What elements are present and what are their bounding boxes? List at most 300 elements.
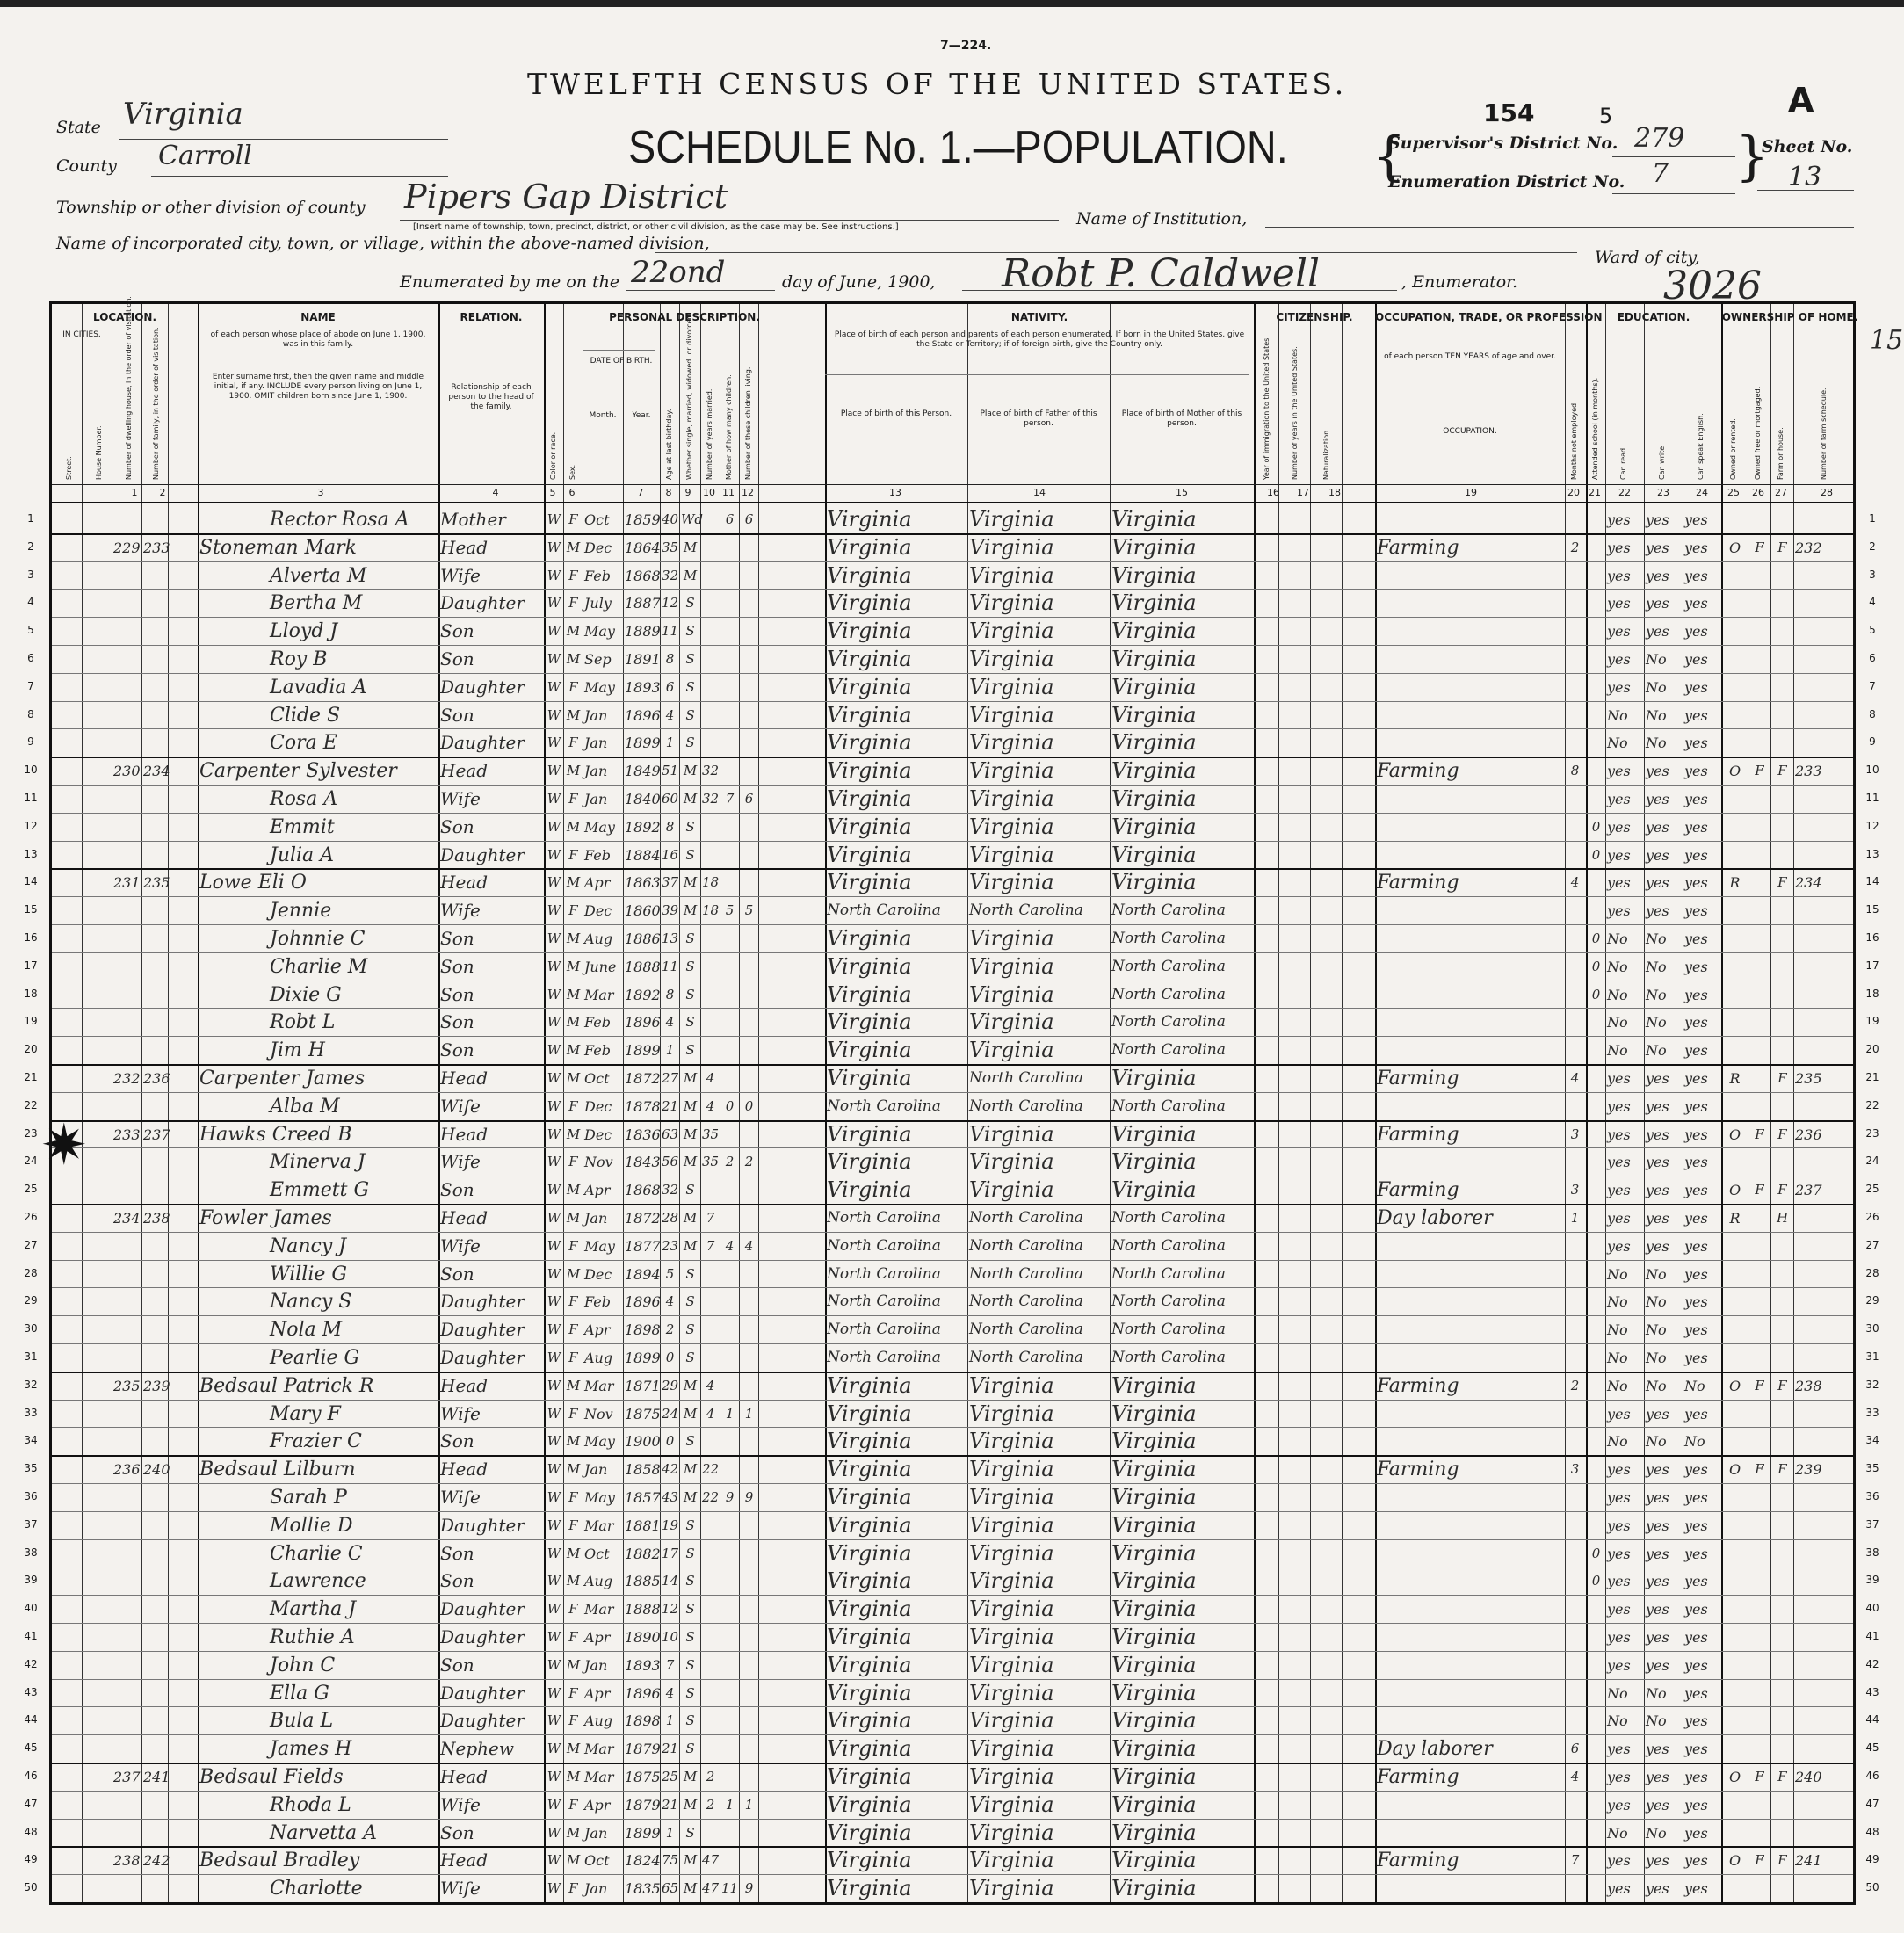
cell-bf: Virginia — [969, 926, 1054, 951]
cell-own: O — [1728, 1182, 1741, 1199]
cell-color: W — [547, 1042, 561, 1059]
row-number-right: 7 — [1869, 679, 1876, 692]
scan-edge — [0, 0, 1904, 7]
vertical-column-label: Owned or rented. — [1729, 418, 1737, 480]
cell-cl: 0 — [744, 1097, 754, 1114]
cell-write: yes — [1646, 1852, 1669, 1870]
cell-bm: North Carolina — [1111, 1292, 1226, 1311]
column-number: 27 — [1775, 487, 1787, 498]
cell-read: yes — [1607, 902, 1631, 920]
row-divider — [52, 502, 1853, 503]
cell-name: Nola M — [270, 1319, 343, 1342]
row-number-right: 49 — [1865, 1853, 1879, 1866]
cell-sex: M — [566, 1042, 581, 1059]
row-divider — [52, 1679, 1853, 1680]
row-number-left: 16 — [24, 930, 38, 944]
row-number-right: 20 — [1865, 1043, 1879, 1056]
cell-bm: Virginia — [1111, 1736, 1197, 1762]
row-number-right: 12 — [1865, 819, 1879, 832]
row-number-right: 43 — [1865, 1685, 1879, 1698]
cell-ms: S — [685, 1573, 695, 1589]
row-number-right: 31 — [1865, 1350, 1879, 1363]
cell-farm: F — [1777, 763, 1787, 779]
row-number-left: 17 — [24, 959, 38, 972]
cell-age: 14 — [662, 1573, 679, 1589]
cell-farm: F — [1777, 1126, 1787, 1142]
relation-description: Relationship of each person to the head of the family. — [448, 383, 534, 411]
cell-eng: yes — [1684, 930, 1708, 947]
cell-cl: 6 — [744, 511, 754, 527]
supervisor-underline — [1612, 156, 1735, 157]
cell-ms: S — [685, 651, 695, 667]
cell-bf: North Carolina — [969, 1069, 1083, 1087]
cell-bf: Virginia — [969, 730, 1054, 756]
cell-month: May — [584, 623, 615, 641]
cell-eng: yes — [1684, 1210, 1708, 1227]
cell-bf: Virginia — [969, 814, 1054, 839]
cell-sched: 236 — [1795, 1126, 1822, 1143]
row-number-left: 23 — [24, 1126, 38, 1140]
row-number-right: 11 — [1865, 791, 1879, 804]
row-divider — [52, 1315, 1853, 1316]
column-divider — [679, 304, 680, 1902]
row-number-right: 2 — [1869, 539, 1876, 553]
enumerator-underline — [962, 290, 1397, 291]
vertical-column-label: Number of years married. — [706, 388, 713, 480]
row-number-right: 22 — [1865, 1098, 1879, 1111]
cell-year: 1898 — [625, 1712, 661, 1730]
cell-name: Julia A — [270, 843, 335, 866]
cell-age: 37 — [662, 874, 679, 891]
cell-occ: Farming — [1377, 1068, 1459, 1090]
cell-ms: S — [685, 1741, 695, 1757]
cell-dw: 234 — [113, 1210, 141, 1227]
cell-rel: Wife — [440, 1878, 481, 1900]
state-label: State — [56, 118, 101, 137]
cell-year: 1889 — [625, 623, 661, 641]
cell-bp: Virginia — [827, 507, 912, 532]
cell-sex: M — [566, 1769, 581, 1785]
cell-mne: 4 — [1570, 1070, 1580, 1086]
row-number-right: 44 — [1865, 1713, 1879, 1727]
cell-bp: North Carolina — [827, 1209, 941, 1227]
cell-eng: yes — [1684, 1014, 1708, 1032]
cell-age: 51 — [662, 763, 679, 779]
row-divider — [52, 1427, 1853, 1428]
cell-month: Feb — [584, 1293, 611, 1311]
cell-name: Rhoda L — [270, 1793, 351, 1816]
cell-write: yes — [1646, 1070, 1669, 1087]
row-divider — [52, 1734, 1853, 1735]
cell-month: Oct — [584, 1852, 610, 1870]
cell-ms: M — [683, 763, 698, 779]
cell-sex: F — [568, 511, 578, 527]
schedule-title: SCHEDULE No. 1.—POPULATION. — [628, 122, 1288, 173]
cell-farm: F — [1777, 1070, 1787, 1086]
cell-name: Bertha M — [270, 592, 363, 615]
cell-write: yes — [1646, 1237, 1669, 1255]
cell-ms: M — [683, 1377, 698, 1394]
cell-eng: yes — [1684, 1517, 1708, 1534]
cell-age: 5 — [665, 1265, 675, 1282]
cell-bp: Virginia — [827, 758, 912, 784]
cell-color: W — [547, 1210, 561, 1226]
row-divider — [52, 1706, 1853, 1707]
cell-sex: M — [566, 623, 581, 640]
cell-bm: Virginia — [1111, 1680, 1197, 1705]
cell-bm: Virginia — [1111, 1708, 1197, 1734]
cell-bf: Virginia — [969, 1401, 1054, 1426]
cell-age: 11 — [662, 958, 679, 974]
cell-rel: Daughter — [440, 1710, 525, 1732]
cell-month: Mar — [584, 1377, 614, 1394]
cell-name: Roy B — [270, 648, 328, 670]
vertical-column-label: Age at last birthday. — [665, 409, 673, 480]
cell-bm: Virginia — [1111, 534, 1197, 560]
cell-bp: North Carolina — [827, 1321, 941, 1339]
city-label: Name of incorporated city, town, or village, within the above-named division, — [56, 234, 710, 253]
in-cities-label: IN CITIES. — [62, 330, 101, 339]
cell-rel: Son — [440, 1542, 474, 1564]
row-number-right: 27 — [1865, 1238, 1879, 1251]
township-note: [Insert name of township, town, precinct, district, or other civil division, as the case may be. See instructions.] — [413, 222, 899, 232]
vertical-column-label: Naturalization. — [1322, 428, 1330, 480]
cell-cl: 6 — [744, 791, 754, 807]
cell-bm: Virginia — [1111, 1177, 1197, 1203]
row-number-left: 46 — [24, 1769, 38, 1782]
cell-bm: Virginia — [1111, 1149, 1197, 1175]
cell-month: Mar — [584, 986, 614, 1003]
cell-age: 10 — [662, 1629, 679, 1645]
stamp-number: 3026 — [1663, 264, 1762, 308]
cell-ym: 18 — [702, 874, 720, 891]
cell-color: W — [547, 1126, 561, 1142]
cell-own: O — [1728, 1377, 1741, 1394]
cell-bm: Virginia — [1111, 814, 1197, 839]
cell-year: 1882 — [625, 1545, 661, 1562]
cell-age: 4 — [665, 706, 675, 723]
cell-mne: 3 — [1570, 1461, 1580, 1478]
cell-month: Dec — [584, 539, 612, 556]
cell-bf: Virginia — [969, 1372, 1054, 1398]
group-header: RELATION. — [460, 311, 523, 323]
cell-read: No — [1607, 1433, 1628, 1451]
cell-name: Clide S — [270, 704, 341, 727]
cell-bm: Virginia — [1111, 758, 1197, 784]
cell-eng: yes — [1684, 735, 1708, 752]
enumerated-mid-label: day of June, 1900, — [782, 272, 936, 292]
cell-own: R — [1729, 874, 1741, 892]
cell-eng: yes — [1684, 874, 1708, 892]
cell-rel: Son — [440, 1570, 474, 1592]
cell-month: May — [584, 818, 615, 836]
cell-color: W — [547, 651, 561, 667]
cell-occ: Day laborer — [1377, 1738, 1493, 1761]
cell-bm: Virginia — [1111, 1485, 1197, 1509]
cell-month: Nov — [584, 1154, 613, 1171]
cell-bp: Virginia — [827, 1177, 912, 1203]
cell-month: Apr — [584, 1321, 611, 1339]
cell-year: 1868 — [625, 1182, 661, 1199]
cell-occ: Farming — [1377, 1374, 1459, 1397]
cell-bp: Virginia — [827, 1568, 912, 1594]
cell-write: No — [1646, 1712, 1667, 1730]
cell-color: W — [547, 511, 561, 527]
state-value: Virginia — [123, 97, 243, 132]
cell-ms: M — [683, 1210, 698, 1226]
cell-read: No — [1607, 1824, 1628, 1842]
cell-color: W — [547, 1293, 561, 1310]
column-number: 4 — [492, 487, 499, 498]
cell-month: May — [584, 1237, 615, 1255]
cell-age: 16 — [662, 846, 679, 863]
cell-eng: yes — [1684, 1237, 1708, 1255]
cell-month: Aug — [584, 1350, 613, 1366]
cell-sex: F — [568, 1517, 578, 1533]
cell-bm: Virginia — [1111, 590, 1197, 616]
row-number-right: 42 — [1865, 1657, 1879, 1670]
cell-year: 1885 — [625, 1573, 661, 1590]
cell-bf: Virginia — [969, 842, 1054, 867]
cell-color: W — [547, 1405, 561, 1422]
cell-year: 1879 — [625, 1741, 661, 1758]
cell-month: Dec — [584, 1126, 612, 1143]
cell-bf: Virginia — [969, 1792, 1054, 1817]
vertical-column-label: Number of these children living. — [744, 366, 752, 480]
row-number-left: 4 — [27, 596, 34, 609]
cell-ms: S — [685, 1265, 695, 1282]
cell-bm: Virginia — [1111, 1568, 1197, 1594]
cell-eng: yes — [1684, 539, 1708, 556]
column-number: 22 — [1618, 487, 1631, 498]
cell-bf: Virginia — [969, 647, 1054, 671]
cell-color: W — [547, 1377, 561, 1394]
cell-cl: 9 — [744, 1489, 754, 1505]
row-number-right: 16 — [1865, 930, 1879, 944]
cell-cl: 5 — [744, 902, 754, 919]
cell-read: yes — [1607, 1126, 1631, 1143]
cell-bp: North Carolina — [827, 1236, 941, 1255]
cell-bm: Virginia — [1111, 842, 1197, 867]
cell-sex: M — [566, 930, 581, 946]
cell-bm: North Carolina — [1111, 957, 1226, 975]
cell-name: Rector Rosa A — [270, 509, 409, 531]
cell-name: Jim H — [270, 1039, 325, 1062]
cell-month: Mar — [584, 1517, 614, 1534]
column-number: 10 — [703, 487, 715, 498]
cell-name: Mollie D — [270, 1514, 353, 1537]
cell-month: Oct — [584, 1070, 610, 1087]
cell-ym: 18 — [702, 902, 720, 919]
cell-read: yes — [1607, 1769, 1631, 1785]
cell-rel: Daughter — [440, 1514, 525, 1536]
row-number-left: 8 — [27, 707, 34, 720]
cell-dw: 231 — [113, 874, 141, 892]
cell-bp: Virginia — [827, 1485, 912, 1509]
cell-eng: yes — [1684, 1824, 1708, 1842]
cell-color: W — [547, 1656, 561, 1673]
cell-write: yes — [1646, 1573, 1669, 1590]
cell-farm: F — [1777, 1852, 1787, 1869]
cell-ms: S — [685, 1545, 695, 1561]
cell-month: July — [584, 595, 612, 612]
column-divider — [1110, 304, 1111, 1902]
cell-bp: Virginia — [827, 1625, 912, 1649]
cell-bf: Virginia — [969, 953, 1054, 979]
cell-name: Bedsaul Patrick R — [199, 1374, 374, 1397]
cell-year: 1875 — [625, 1405, 661, 1423]
cell-eng: yes — [1684, 678, 1708, 696]
cell-write: yes — [1646, 623, 1669, 641]
row-divider — [52, 1232, 1853, 1233]
cell-age: 39 — [662, 902, 679, 919]
cell-bf: Virginia — [969, 1149, 1054, 1175]
cell-rel: Son — [440, 1011, 474, 1033]
vertical-column-label: Can read. — [1619, 445, 1627, 480]
cell-ms: M — [683, 539, 698, 555]
cell-write: yes — [1646, 1629, 1669, 1646]
cell-fam: 237 — [143, 1126, 170, 1143]
cell-ym: 35 — [702, 1154, 720, 1170]
column-divider — [623, 304, 624, 1902]
cell-name: Bula L — [270, 1710, 334, 1733]
vertical-column-label: Can write. — [1658, 444, 1666, 480]
cell-rel: Son — [440, 983, 474, 1005]
column-divider — [1254, 304, 1256, 1902]
group-header: PERSONAL DESCRIPTION. — [609, 311, 760, 323]
month-label: Month. — [589, 411, 617, 420]
cell-farm: H — [1776, 1210, 1789, 1226]
cell-read: yes — [1607, 874, 1631, 892]
cell-sex: F — [568, 1601, 578, 1618]
cell-read: yes — [1607, 1517, 1631, 1534]
vertical-column-label: Whether single, married, widowed, or divorced. — [685, 312, 693, 480]
cell-occ: Farming — [1377, 1766, 1459, 1788]
cell-eng: yes — [1684, 1573, 1708, 1590]
row-number-left: 28 — [24, 1266, 38, 1279]
cell-year: 1879 — [625, 1796, 661, 1814]
cell-ym: 4 — [706, 1377, 715, 1394]
group-header: OCCUPATION, TRADE, OR PROFESSION — [1375, 311, 1603, 323]
cell-sex: M — [566, 986, 581, 1003]
cell-bp: Virginia — [827, 1876, 912, 1901]
cell-farm: F — [1777, 1461, 1787, 1478]
cell-bf: Virginia — [969, 702, 1054, 728]
cell-read: No — [1607, 1265, 1628, 1283]
cell-bp: Virginia — [827, 647, 912, 671]
cell-bp: Virginia — [827, 1540, 912, 1566]
cell-cl: 9 — [744, 1880, 754, 1897]
cell-sex: M — [566, 1656, 581, 1673]
cell-occ: Farming — [1377, 760, 1459, 783]
cell-color: W — [547, 1265, 561, 1282]
cell-ym: 47 — [702, 1852, 720, 1869]
cell-name: Charlie M — [270, 955, 368, 978]
cell-free: F — [1755, 1769, 1764, 1785]
cell-bf: Virginia — [969, 534, 1054, 560]
cell-rel: Head — [440, 1850, 489, 1871]
cell-age: 4 — [665, 1684, 675, 1701]
cell-age: 25 — [662, 1769, 679, 1785]
cell-read: yes — [1607, 763, 1631, 780]
row-number-left: 36 — [24, 1489, 38, 1502]
cell-bm: Virginia — [1111, 1876, 1197, 1901]
cell-rel: Son — [440, 1179, 474, 1201]
row-number-right: 8 — [1869, 707, 1876, 720]
cell-age: 1 — [665, 1824, 675, 1841]
cell-own: O — [1728, 1126, 1741, 1143]
cell-mne: 3 — [1570, 1182, 1580, 1198]
cell-write: yes — [1646, 539, 1669, 556]
cell-bm: Virginia — [1111, 870, 1197, 895]
cell-bm: Virginia — [1111, 1820, 1197, 1845]
cell-month: Apr — [584, 1684, 611, 1702]
cell-eng: yes — [1684, 1741, 1708, 1758]
cell-sex: F — [568, 902, 578, 919]
row-divider — [52, 1539, 1853, 1540]
vertical-column-label: Sex. — [568, 464, 576, 480]
cell-ms: S — [685, 1601, 695, 1618]
cell-bf: Virginia — [969, 507, 1054, 532]
enumerator-name: Robt P. Caldwell — [1002, 251, 1321, 296]
cell-bm: Virginia — [1111, 1121, 1197, 1147]
cell-color: W — [547, 1014, 561, 1031]
cell-write: yes — [1646, 846, 1669, 864]
state-underline — [119, 139, 448, 140]
column-divider — [758, 304, 759, 1902]
cell-age: 19 — [662, 1517, 679, 1533]
cell-year: 1900 — [625, 1433, 661, 1451]
cell-rel: Son — [440, 1263, 474, 1285]
cell-color: W — [547, 595, 561, 612]
cell-bf: Virginia — [969, 870, 1054, 895]
cell-free: F — [1755, 539, 1764, 555]
column-divider — [700, 304, 701, 1902]
cell-year: 1872 — [625, 1070, 661, 1087]
cell-bf: Virginia — [969, 1596, 1054, 1622]
cell-month: Jan — [584, 763, 608, 780]
cell-eng: yes — [1684, 763, 1708, 780]
cell-color: W — [547, 846, 561, 863]
cell-free: F — [1755, 1126, 1764, 1142]
cell-bp: Virginia — [827, 1820, 912, 1845]
cell-eng: yes — [1684, 1769, 1708, 1785]
row-divider — [52, 1819, 1853, 1820]
cell-write: yes — [1646, 1796, 1669, 1814]
cell-name: Johnnie C — [270, 928, 366, 950]
cell-bf: Virginia — [969, 1121, 1054, 1147]
cell-sched: 233 — [1795, 763, 1822, 780]
cell-bm: Virginia — [1111, 1652, 1197, 1677]
cell-read: yes — [1607, 595, 1631, 612]
cell-sex: F — [568, 1097, 578, 1114]
row-divider — [52, 896, 1853, 897]
cell-sch: 0 — [1591, 846, 1601, 863]
cell-sex: M — [566, 1014, 581, 1031]
cell-name: Bedsaul Fields — [199, 1766, 344, 1788]
cell-ym: 7 — [706, 1210, 715, 1226]
sheet-value: 13 — [1788, 162, 1822, 192]
row-number-left: 24 — [24, 1155, 38, 1168]
cell-ms: S — [685, 930, 695, 946]
cell-sex: F — [568, 1629, 578, 1645]
cell-farm: F — [1777, 1182, 1787, 1198]
cell-bf: Virginia — [969, 1625, 1054, 1649]
cell-ms: S — [685, 1684, 695, 1701]
column-number: 1 — [131, 487, 138, 498]
cell-month: Apr — [584, 1182, 611, 1199]
cell-age: 4 — [665, 1293, 675, 1310]
